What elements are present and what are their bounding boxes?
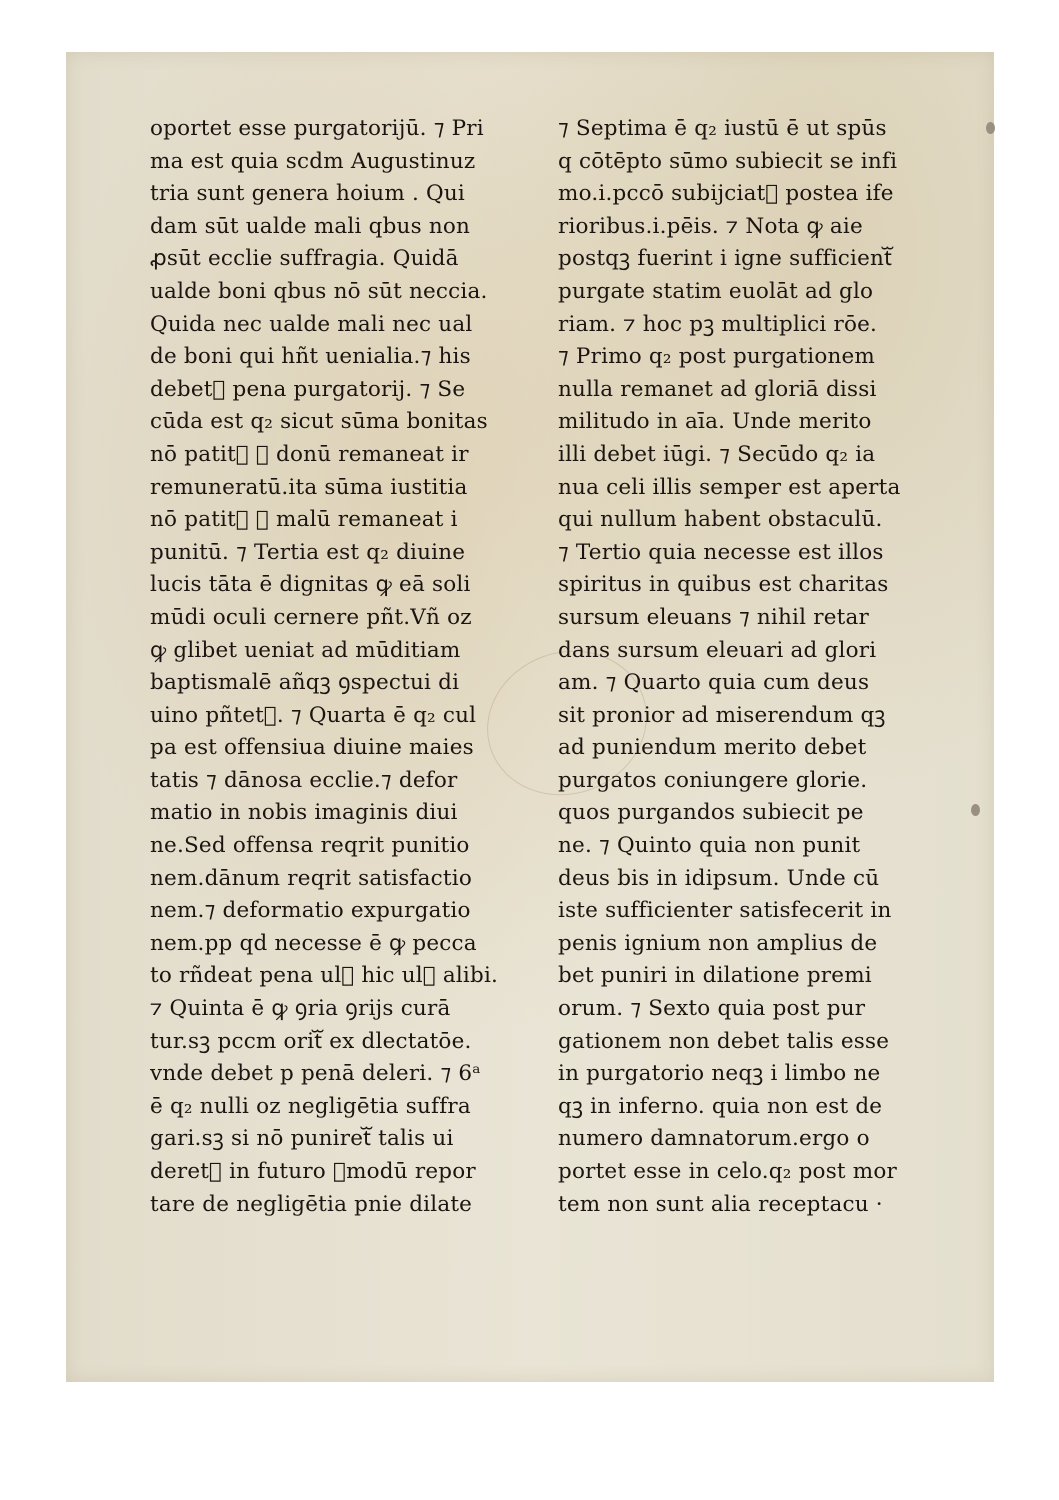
text-line: ne.Sed offensa reqrit punitio bbox=[150, 833, 470, 859]
text-line: oportet esse purgatorijū. ⁊ Pri bbox=[150, 116, 484, 141]
text-line: sursum eleuans ⁊ nihil retar bbox=[558, 604, 869, 630]
text-line: bet puniri in dilatione premi bbox=[558, 963, 872, 989]
text-line: gationem non debet talis esse bbox=[558, 1028, 890, 1054]
text-line: dam sūt ualde mali qbus non bbox=[150, 213, 471, 239]
text-line: orum. ⁊ Sexto quia post pur bbox=[558, 996, 866, 1022]
text-line: qꝫ in inferno. quia non est de bbox=[558, 1093, 883, 1119]
text-column-left bbox=[150, 113, 518, 1221]
text-line: uino pñtetᷓ. ⁊ Quarta ē q₂ cul bbox=[150, 702, 477, 728]
text-line: ē q₂ nulli oz negligētia suffra bbox=[150, 1093, 471, 1119]
text-line: nō patitᷓ ꝙ donū remaneat ir bbox=[150, 441, 469, 467]
text-line: nem.⁊ deformatio expurgatio bbox=[150, 898, 471, 924]
text-line: riam. ⁊ hoc pꝫ multiplici rōe. bbox=[558, 311, 878, 337]
text-line: ꝓsūt ecclie suffragia. Quidā bbox=[150, 246, 459, 272]
text-line: tem non sunt alia receptacu · bbox=[558, 1191, 883, 1217]
text-line: to rñdeat pena ulᷓ hic ulᷓ alibi. bbox=[150, 963, 499, 989]
binding-hole bbox=[971, 804, 980, 816]
text-line: portet esse in celo.q₂ post mor bbox=[558, 1159, 898, 1184]
text-line: punitū. ⁊ Tertia est q₂ diuine bbox=[150, 539, 466, 565]
text-line: penis ignium non amplius de bbox=[558, 930, 878, 956]
text-line: postqꝫ fuerint i igne sufficientᷓ bbox=[558, 246, 893, 272]
binding-hole bbox=[986, 122, 995, 134]
text-line: ⁊ Quinta ē ꝙ ꝯria ꝯrijs curā bbox=[150, 996, 451, 1022]
text-line: tare de negligētia pnie dilate bbox=[150, 1191, 473, 1217]
text-column-right bbox=[558, 113, 926, 1221]
text-line: vnde debet p penā deleri. ⁊ 6ᵃ bbox=[150, 1061, 481, 1087]
text-line: q cōtēpto sūmo subiecit se infi bbox=[558, 148, 898, 174]
text-line: matio in nobis imaginis diui bbox=[150, 800, 458, 826]
text-line: deus bis in idipsum. Unde cū bbox=[558, 865, 880, 891]
text-line: numero damnatorum.ergo o bbox=[558, 1126, 870, 1152]
text-line: rioribus.i.pēis. ⁊ Nota ꝙ aie bbox=[558, 213, 863, 239]
text-line: ne. ⁊ Quinto quia non punit bbox=[558, 833, 861, 859]
text-line: dans sursum eleuari ad glori bbox=[558, 637, 877, 663]
text-line: nō patitᷓ ꝙ malū remaneat i bbox=[150, 507, 458, 533]
text-line: tria sunt genera hoium . Qui bbox=[150, 181, 465, 207]
text-line: gari.sꝫ si nō puniretᷓ talis ui bbox=[150, 1126, 454, 1152]
text-line: de boni qui hñt uenialia.⁊ his bbox=[150, 344, 471, 370]
text-line: ualde boni qbus nō sūt neccia. bbox=[150, 278, 488, 304]
text-line: mūdi oculi cernere pñt.Vñ oz bbox=[150, 604, 472, 630]
text-line: iste sufficienter satisfecerit in bbox=[558, 898, 892, 924]
text-line: debetᷓ pena purgatorij. ⁊ Se bbox=[150, 376, 466, 402]
text-line: deretᷓ in futuro ꝯmodū repor bbox=[150, 1159, 476, 1184]
text-line: militudo in aīa. Unde merito bbox=[558, 409, 872, 435]
text-line: ma est quia scdm Augustinuz bbox=[150, 148, 476, 174]
text-line: mo.i.pccō subijciatᷓ postea ife bbox=[558, 181, 894, 207]
text-line: nem.dānum reqrit satisfactio bbox=[150, 865, 472, 891]
text-line: ꝙ glibet ueniat ad mūditiam bbox=[150, 637, 461, 663]
text-line: illi debet iūgi. ⁊ Secūdo q₂ ia bbox=[558, 441, 876, 467]
text-line: nua celi illis semper est aperta bbox=[558, 474, 901, 500]
text-line: Quida nec ualde mali nec ual bbox=[150, 311, 473, 337]
text-line: tatis ⁊ dānosa ecclie.⁊ defor bbox=[150, 767, 458, 793]
text-line: in purgatorio neqꝫ i limbo ne bbox=[558, 1061, 881, 1087]
text-line: tur.sꝫ pccm oritᷓ ex dlectatōe. bbox=[150, 1028, 472, 1054]
text-line: ⁊ Tertio quia necesse est illos bbox=[558, 539, 884, 565]
text-line: cūda est q₂ sicut sūma bonitas bbox=[150, 409, 488, 435]
text-line: nem.pp qd necesse ē ꝙ pecca bbox=[150, 930, 477, 956]
text-line: spiritus in quibus est charitas bbox=[558, 572, 889, 598]
text-line: purgate statim euolāt ad glo bbox=[558, 278, 874, 304]
text-line: remuneratū.ita sūma iustitia bbox=[150, 474, 468, 500]
text-line: ⁊ Septima ē q₂ iustū ē ut spūs bbox=[558, 116, 887, 141]
text-line: pa est offensiua diuine maies bbox=[150, 735, 474, 761]
text-line: quos purgandos subiecit pe bbox=[558, 800, 864, 826]
text-line: lucis tāta ē dignitas ꝙ eā soli bbox=[150, 572, 471, 598]
text-line: ⁊ Primo q₂ post purgationem bbox=[558, 344, 876, 370]
text-line: nulla remanet ad gloriā dissi bbox=[558, 376, 877, 402]
text-line: sit pronior ad miserendum qꝫ bbox=[558, 702, 886, 728]
text-line: qui nullum habent obstaculū. bbox=[558, 507, 883, 533]
text-line: purgatos coniungere glorie. bbox=[558, 767, 868, 793]
text-line: ad puniendum merito debet bbox=[558, 735, 867, 761]
text-line: am. ⁊ Quarto quia cum deus bbox=[558, 670, 870, 696]
text-line: baptismalē añqꝫ ꝯspectui di bbox=[150, 670, 460, 696]
